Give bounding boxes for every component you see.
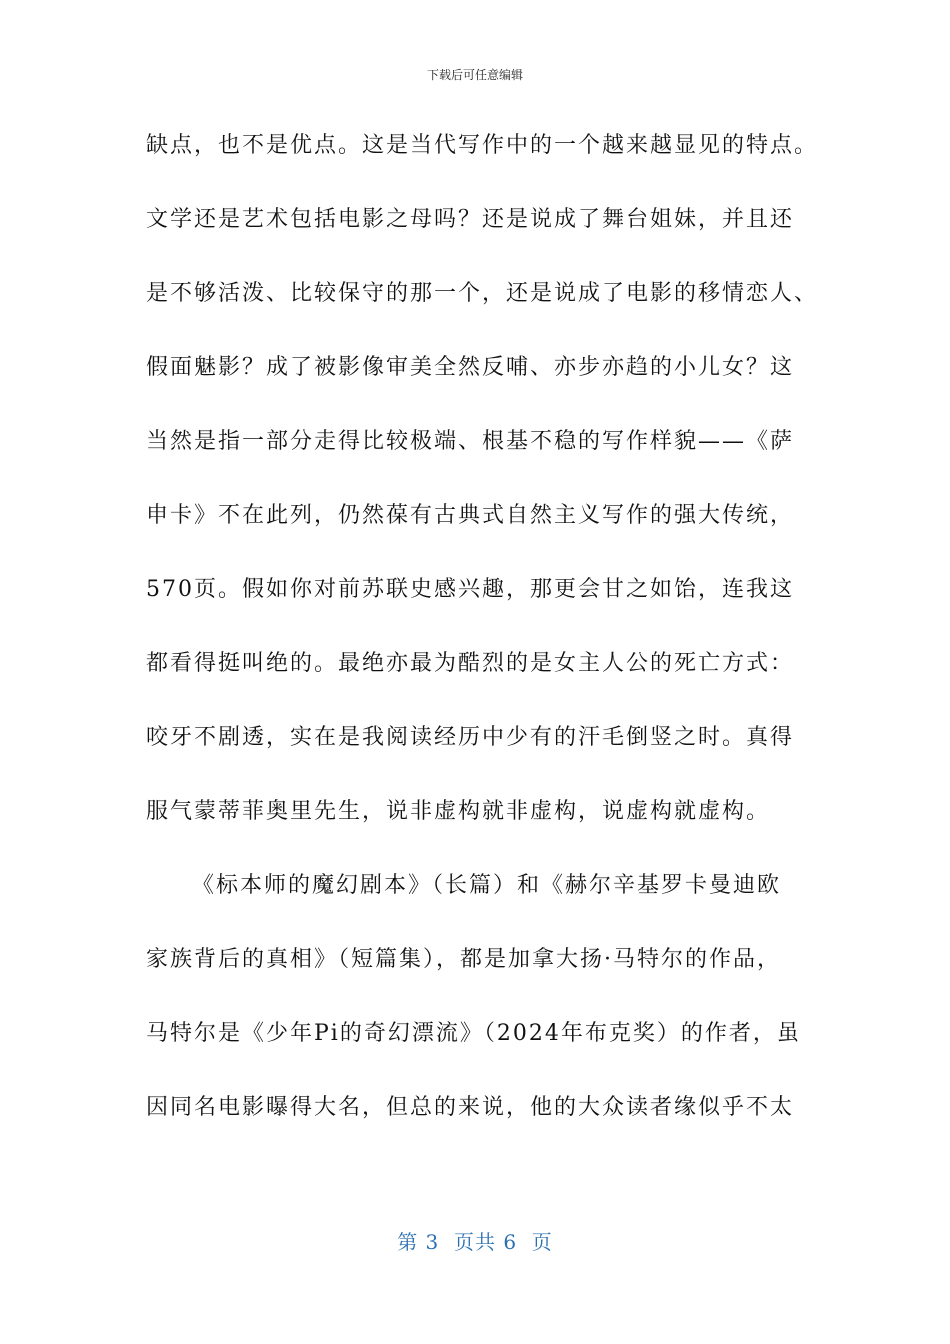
text-line: 申卡》不在此列，仍然葆有古典式自然主义写作的强大传统， [146, 503, 795, 528]
text-line-paragraph-start: 《标本师的魔幻剧本》（长篇）和《赫尔辛基罗卡曼迪欧 [192, 873, 782, 898]
text-line: 咬牙不剧透，实在是我阅读经历中少有的汗毛倒竖之时。真得 [146, 725, 795, 750]
page-header-note: 下载后可任意编辑 [426, 68, 523, 82]
text-line: 家族背后的真相》（短篇集），都是加拿大扬·马特尔的作品， [146, 947, 781, 972]
text-line: 马特尔是《少年Pi的奇幻漂流》（2024年布克奖）的作者，虽 [146, 1021, 801, 1046]
text-line: 文学还是艺术包括电影之母吗？还是说成了舞台姐妹，并且还 [146, 207, 795, 232]
text-line: 服气蒙蒂菲奥里先生，说非虚构就非虚构，说虚构就虚构。 [146, 799, 771, 824]
document-body [146, 120, 819, 1156]
page-number-footer: 第 3 页共 6 页 [397, 1230, 553, 1254]
text-line: 是不够活泼、比较保守的那一个，还是说成了电影的移情恋人、 [146, 281, 819, 306]
text-line: 都看得挺叫绝的。最绝亦最为酷烈的是女主人公的死亡方式： [146, 651, 795, 676]
text-line: 假面魅影？成了被影像审美全然反哺、亦步亦趋的小儿女？这 [146, 355, 795, 380]
text-line: 缺点，也不是优点。这是当代写作中的一个越来越显见的特点。 [146, 133, 819, 158]
text-line: 当然是指一部分走得比较极端、根基不稳的写作样貌——《萨 [146, 429, 795, 454]
text-line: 因同名电影曝得大名，但总的来说，他的大众读者缘似乎不太 [146, 1095, 795, 1120]
text-line: 570页。假如你对前苏联史感兴趣，那更会甘之如饴，连我这 [146, 577, 794, 602]
